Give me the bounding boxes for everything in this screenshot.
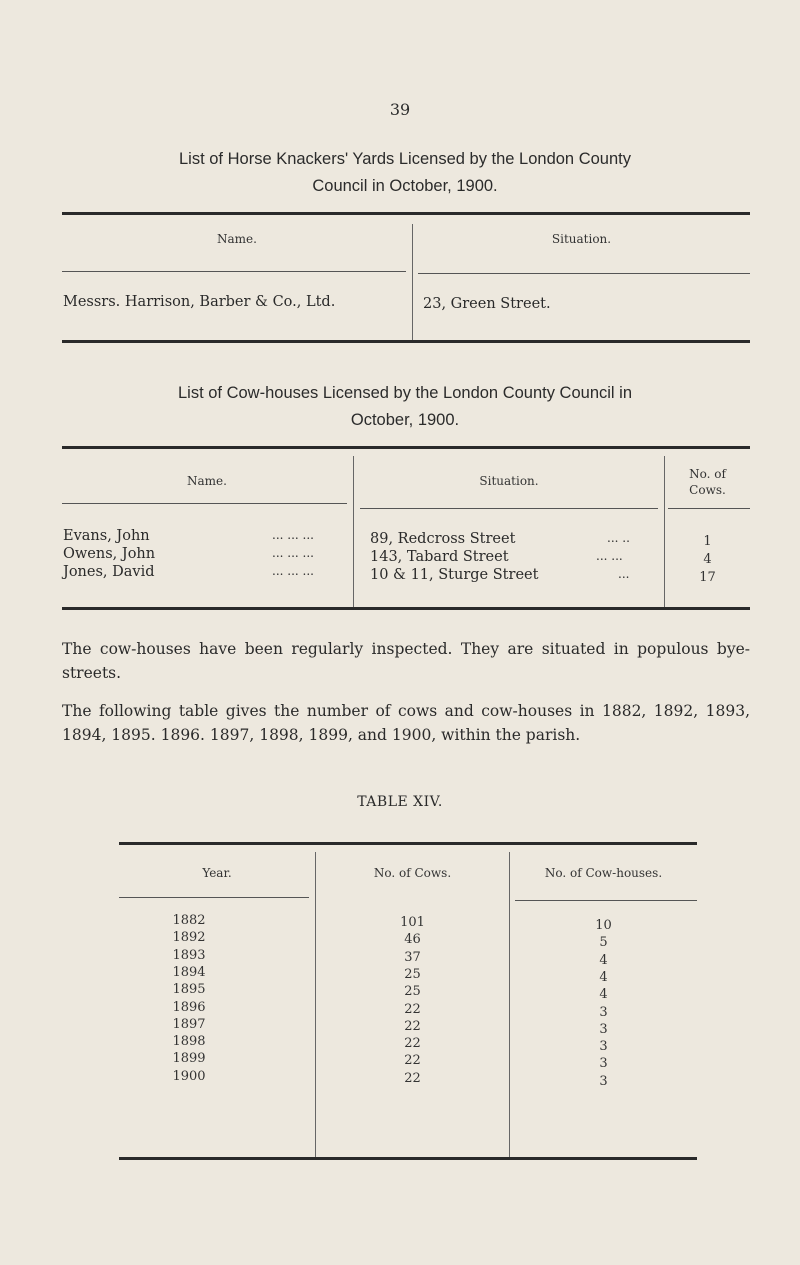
header-cows: No. of Cows. <box>689 467 726 497</box>
table-row-year: 1882 <box>172 913 206 928</box>
table-row-name: Jones, David <box>63 564 155 580</box>
table-row-cowhouses: 5 <box>599 935 608 951</box>
table-row-cows: 22 <box>404 1001 421 1017</box>
table-row-cows: 25 <box>404 966 421 982</box>
table-row-cows: 101 <box>400 915 425 930</box>
table-row-situation: 89, Redcross Street <box>370 531 516 547</box>
header-no-of-cow-houses: No. of Cow-houses. <box>544 866 663 880</box>
header-rule <box>62 503 347 504</box>
table-row-name: Owens, John <box>63 546 156 562</box>
table-row-year: 1894 <box>172 964 206 980</box>
table-row-cowhouses: 10 <box>595 918 612 933</box>
table-row-cows: 22 <box>404 1018 421 1034</box>
table-row-cows: 46 <box>404 932 421 948</box>
header-situation: Situation. <box>479 474 539 488</box>
table-row-year: 1892 <box>172 930 206 946</box>
table-top-rule <box>62 446 750 449</box>
cow-houses-heading <box>60 380 750 434</box>
header-rule <box>418 273 750 274</box>
leader-dots: ... ... ... <box>272 528 314 542</box>
table-bottom-rule <box>62 340 750 343</box>
table-row-name: Messrs. Harrison, Barber & Co., Ltd. <box>63 294 336 310</box>
table-bottom-rule <box>62 607 750 610</box>
horse-knackers-heading <box>60 146 750 200</box>
table-row-cowhouses: 3 <box>599 1039 608 1055</box>
header-rule <box>62 271 406 272</box>
paragraph-table-intro: The following table gives the number of cows and cow-houses in 1882, 1892, 1893, 1894, 1895. 1896. 1897, 1898, 1899, and 1900, within the parish. <box>62 702 750 744</box>
table-row-situation: 10 & 11, Sturge Street <box>370 567 539 583</box>
page-number: 39 <box>389 100 411 119</box>
table-row-cows: 17 <box>699 570 716 585</box>
leader-dots: ... .. <box>607 531 630 545</box>
table-row-cowhouses: 3 <box>599 1004 608 1020</box>
table-row-name: Evans, John <box>63 528 150 544</box>
table-row-cowhouses: 3 <box>599 1021 608 1037</box>
header-name: Name. <box>217 232 257 246</box>
header-name: Name. <box>187 474 227 488</box>
table-row-situation: 23, Green Street. <box>423 296 551 312</box>
table-top-rule <box>62 212 750 215</box>
table-row-cowhouses: 3 <box>599 1073 608 1089</box>
table-row-year: 1899 <box>172 1051 206 1067</box>
header-situation: Situation. <box>551 232 612 246</box>
table-row-year: 1897 <box>172 1016 206 1032</box>
table-top-rule <box>119 842 697 845</box>
table-row-year: 1898 <box>172 1034 206 1050</box>
header-rule <box>668 508 750 509</box>
table-row-cowhouses: 4 <box>599 969 608 985</box>
table-row-year: 1896 <box>172 999 206 1015</box>
paragraph-inspection: The cow-houses have been regularly inspected. They are situated in populous bye-streets. <box>62 640 750 682</box>
cow-heading-line2: October, 1900. <box>350 411 460 429</box>
table-row-cowhouses: 4 <box>599 952 608 968</box>
table-row-cows: 25 <box>404 984 421 1000</box>
table-row-cows: 22 <box>404 1053 421 1069</box>
leader-dots: ... ... ... <box>272 564 314 578</box>
leader-dots: ... ... ... <box>272 546 314 560</box>
horse-heading-line2: Council in October, 1900. <box>312 177 498 195</box>
table-row-situation: 143, Tabard Street <box>370 549 509 565</box>
table-row-year: 1900 <box>172 1068 206 1084</box>
header-year: Year. <box>202 866 232 880</box>
leader-dots: ... ... <box>596 549 623 563</box>
table-row-cows: 22 <box>404 1070 421 1086</box>
table-row-cowhouses: 4 <box>599 987 608 1003</box>
header-rule <box>360 508 658 509</box>
table-row-cows: 37 <box>404 949 421 965</box>
table-xiv-title: TABLE XIV. <box>357 794 443 810</box>
cow-heading-line1: List of Cow-houses Licensed by the London County Council in <box>177 384 633 402</box>
table-bottom-rule <box>119 1157 697 1160</box>
table-row-cowhouses: 3 <box>599 1056 608 1072</box>
table-row-cows: 1 <box>703 534 712 549</box>
table-row-year: 1895 <box>172 982 206 998</box>
header-rule <box>515 900 697 901</box>
horse-heading-line1: List of Horse Knackers' Yards Licensed by the London County <box>179 150 631 168</box>
leader-dots: ... <box>618 567 630 581</box>
table-row-cows: 4 <box>703 552 712 567</box>
header-no-of-cows: No. of Cows. <box>373 866 452 880</box>
header-rule <box>119 897 309 898</box>
table-row-cows: 22 <box>404 1036 421 1052</box>
table-row-year: 1893 <box>172 947 206 963</box>
